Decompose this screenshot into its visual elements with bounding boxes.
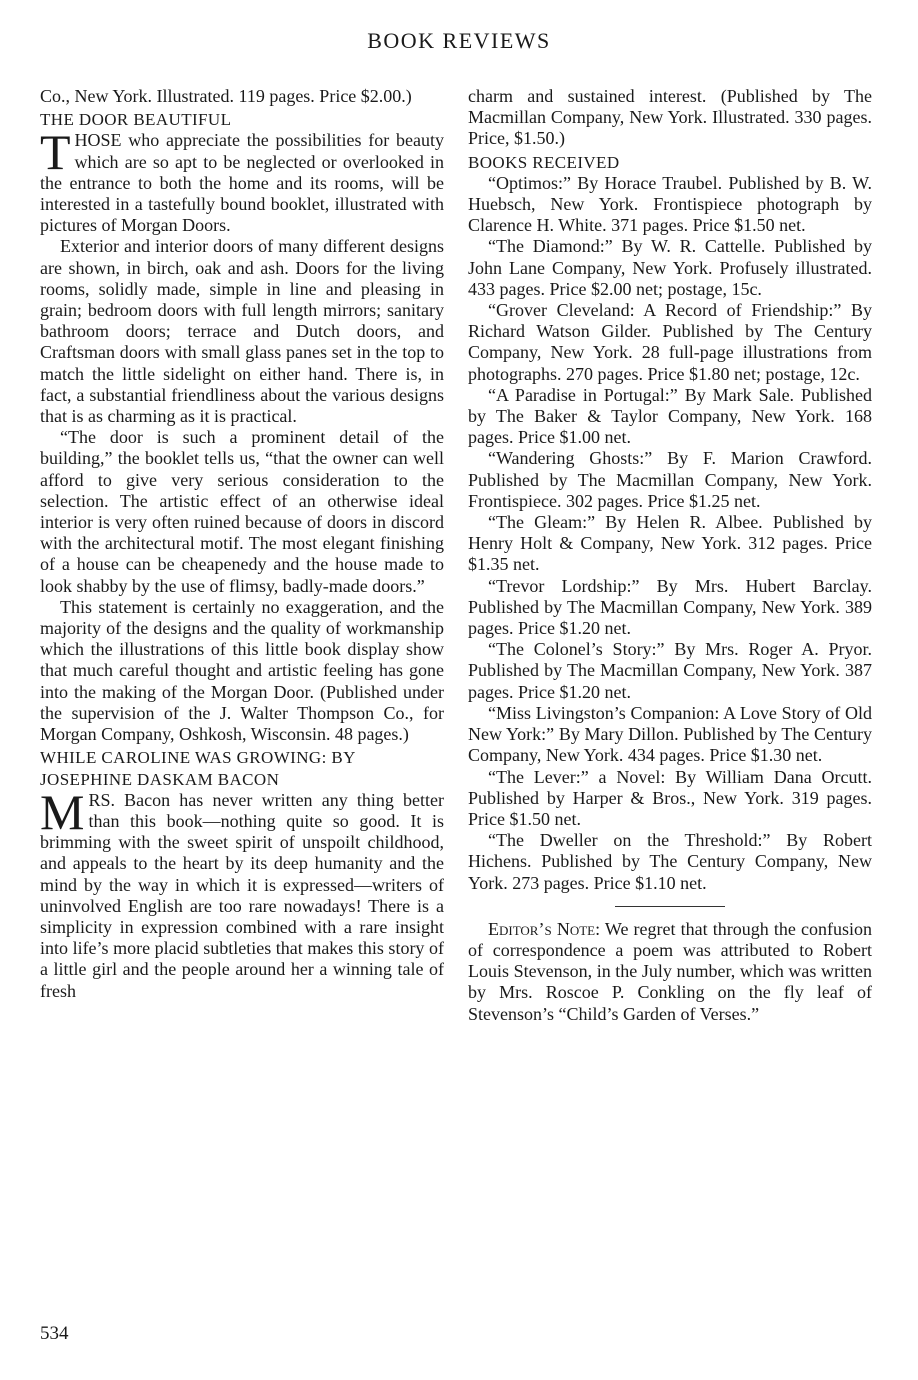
book-entry-miss-livingston: “Miss Livingston’s Companion: A Love Story of Old New York:” By Mary Dillon. Published by The Century Company, New York. 434 pages. Price $1.30 net. <box>468 702 872 766</box>
right-column <box>468 86 872 1025</box>
page-number: 534 <box>40 1323 69 1344</box>
door-beautiful-paragraph-3: “The door is such a prominent detail of the building,” the booklet tells us, “that the owner can well afford to give very serious consideration to the selection. The artistic effect of an otherwise ideal interior is very often ruined because of doors in discord with the architectural motif. The most elegant finishing of a house can be cheapenedy and the house made to look shabby by the use of flimsy, badly-made doors.” <box>40 427 444 596</box>
book-entry-dweller-threshold: “The Dweller on the Threshold:” By Robert Hichens. Published by The Century Company, New York. 273 pages. Price $1.10 net. <box>468 830 872 893</box>
book-entry-wandering-ghosts: “Wandering Ghosts:” By F. Marion Crawford. Published by The Macmillan Company, New York. Frontispiece. 302 pages. Price $1.25 net. <box>468 448 872 511</box>
running-head: BOOK REVIEWS <box>367 28 551 53</box>
door-paragraph-1-text: HOSE who appreciate the possibilities for beauty which are so apt to be neglected or overlooked in the entrance to both the home and its rooms, will be interested in a tastefully bound booklet, illustrated with pictures of Morgan Doors. <box>40 130 444 236</box>
door-beautiful-paragraph-2: Exterior and interior doors of many different designs are shown, in birch, oak and ash. Doors for the living rooms, solidly made, simple in line and pleasing in grain; bedroom doors with full length mirrors; sanitary bathroom doors; terrace and Dutch doors, and Craftsman doors with small glass panes set in the top to match the little sidelight on either hand. There is, in fact, a substantial friendliness about the various designs that is as charming as it is practical. <box>40 236 444 427</box>
book-entry-gleam: “The Gleam:” By Helen R. Albee. Published by Henry Holt & Company, New York. 312 pages. Price $1.35 net. <box>468 512 872 575</box>
book-entry-diamond: “The Diamond:” By W. R. Cattelle. Published by John Lane Company, New York. Profusely illustrated. 433 pages. Price $2.00 net; postage, 15c. <box>468 236 872 299</box>
book-entry-paradise-portugal: “A Paradise in Portugal:” By Mark Sale. Published by The Baker & Taylor Company, New York. 168 pages. Price $1.00 net. <box>468 384 872 448</box>
caroline-heading: WHILE CAROLINE WAS GROWING: BY JOSEPHINE DASKAM BACON <box>40 748 356 789</box>
editors-note-label: Editor’s Note <box>488 918 596 939</box>
drop-cap-t: T <box>40 124 71 181</box>
book-entry-lever: “The Lever:” a Novel: By William Dana Orcutt. Published by Harper & Bros., New York. 319 pages. Price $1.50 net. <box>468 766 872 829</box>
caroline-paragraph-1-text: RS. Bacon has never written any thing better than this book—nothing quite so good. It is brimming with the sweet spirit of unspoilt childhood, and appeals to the heart by its deep humanity and the mind by the way in which it is expressed—writers of uninvolved English are too rare nowadays! There is a simplicity in expression combined with a rare insight into life’s more placid subtleties that makes this story of a little girl and the people around her a winning tale of fresh <box>40 789 444 1001</box>
editors-note-text: : We regret that through the confusion of correspondence a poem was attributed to Robert Louis Stevenson, in the July number, which was written by Mrs. Roscoe P. Conkling on the fly leaf of Stevenson’s “Child’s Garden of Verses.” <box>468 918 872 1024</box>
book-entry-grover-cleveland: “Grover Cleveland: A Record of Friendship:” By Richard Watson Gilder. Published by The Century Company, New York. 28 full-page illustrations from photographs. 270 pages. Price $1.80 net; postage, 12c. <box>468 300 872 384</box>
drop-cap-m: M <box>40 783 85 840</box>
section-divider-rule <box>615 906 725 907</box>
door-beautiful-heading: THE DOOR BEAUTIFUL <box>40 110 232 130</box>
door-beautiful-paragraph-4: This statement is certainly no exaggeration, and the majority of the designs and the quality of workmanship which the illustrations of this little book display show that much careful thought and artistic feeling has gone into the making of the Morgan Door. (Published under the supervision of the J. Walter Thompson Co., for Morgan Company, Oshkosh, Wisconsin. 48 pages.) <box>40 596 444 745</box>
continued-review-text: Co., New York. Illustrated. 119 pages. Price $2.00.) <box>40 86 412 106</box>
book-entry-optimos: “Optimos:” By Horace Traubel. Published by B. W. Huebsch, New York. Frontispiece photograph by Clarence H. White. 371 pages. Price $1.50 net. <box>468 172 872 236</box>
caroline-paragraph-1 <box>40 783 444 1002</box>
door-beautiful-paragraph-1 <box>40 124 444 236</box>
book-entry-trevor-lordship: “Trevor Lordship:” By Mrs. Hubert Barclay. Published by The Macmillan Company, New York. 389 pages. Price $1.20 net. <box>468 575 872 639</box>
caroline-continued-text: charm and sustained interest. (Published by The Macmillan Company, New York. Illustrated. 330 pages. Price, $1.50.) <box>468 86 872 149</box>
book-entry-colonels-story: “The Colonel’s Story:” By Mrs. Roger A. Pryor. Published by The Macmillan Company, New York. 387 pages. Price $1.20 net. <box>468 639 872 702</box>
left-column <box>40 86 444 1002</box>
books-received-heading: BOOKS RECEIVED <box>468 152 620 172</box>
editors-note <box>468 919 872 1025</box>
